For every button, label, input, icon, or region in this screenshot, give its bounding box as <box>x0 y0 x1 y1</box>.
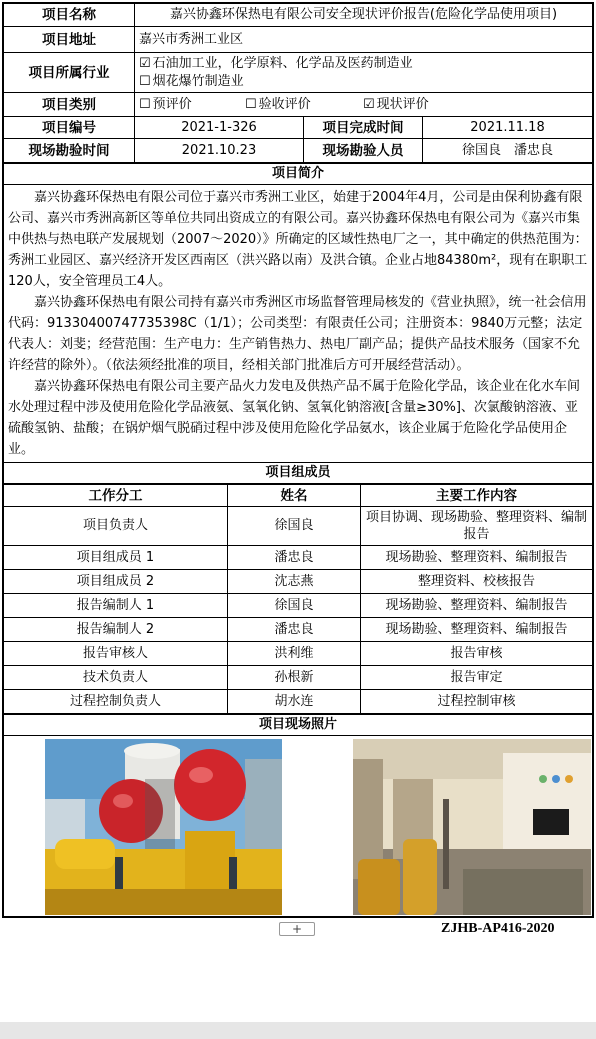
team-role-cell: 报告编制人 1 <box>4 594 228 618</box>
team-role-cell: 项目组成员 2 <box>4 570 228 594</box>
team-name-cell: 胡水连 <box>228 690 361 714</box>
team-name-cell: 徐国良 <box>228 507 361 546</box>
project-type-options <box>135 93 593 117</box>
survey-time-label: 现场勘验时间 <box>4 139 135 163</box>
project-address-label: 项目地址 <box>4 27 135 53</box>
checkbox-checked-icon: ☑ <box>363 96 375 112</box>
team-role-cell: 技术负责人 <box>4 666 228 690</box>
team-role-cell: 报告审核人 <box>4 642 228 666</box>
photos-table <box>3 714 593 917</box>
team-role-cell: 报告编制人 2 <box>4 618 228 642</box>
team-work-cell: 现场勘验、整理资料、编制报告 <box>361 594 593 618</box>
team-work-cell: 整理资料、校核报告 <box>361 570 593 594</box>
intro-paragraph: 嘉兴协鑫环保热电有限公司位于嘉兴市秀洲工业区，始建于2004年4月，公司是由保利协鑫有限公司、嘉兴市秀洲高新区等单位共同出资成立的有限公司。嘉兴协鑫环保热电有限公司为《嘉兴市集中供热与热电联产发展规划（2007～2020）》所确定的区域性热电厂之一，其中确定的供热范围为：秀洲工业园区、嘉兴经济开发区西南区（洪兴路以南）及洪合镇。企业占地84380m²，现有在职职工120人，安全管理员工4人。 <box>8 190 588 289</box>
photos-cell <box>4 736 593 917</box>
project-address-value: 嘉兴市秀洲工业区 <box>135 27 593 53</box>
team-name-cell: 洪利维 <box>228 642 361 666</box>
checkbox-unchecked-icon: ☐ <box>245 96 257 112</box>
type-option-pre[interactable]: ☐ 预评价 <box>139 95 245 115</box>
team-name-cell: 孙根新 <box>228 666 361 690</box>
intro-title: 项目简介 <box>4 164 593 185</box>
team-table <box>3 484 593 714</box>
team-name-cell: 潘忠良 <box>228 546 361 570</box>
team-work-cell: 项目协调、现场勘验、整理资料、编制报告 <box>361 507 593 546</box>
team-work-cell: 报告审定 <box>361 666 593 690</box>
team-work-cell: 报告审核 <box>361 642 593 666</box>
team-work-cell: 现场勘验、整理资料、编制报告 <box>361 546 593 570</box>
table-row <box>4 666 593 690</box>
team-title: 项目组成员 <box>4 463 593 484</box>
team-role-cell: 项目组成员 1 <box>4 546 228 570</box>
project-type-label: 项目类别 <box>4 93 135 117</box>
site-photo-workshop <box>353 739 591 915</box>
project-code-value: 2021-1-326 <box>135 117 304 139</box>
team-role-cell: 项目负责人 <box>4 507 228 546</box>
table-row <box>4 642 593 666</box>
finish-time-value: 2021.11.18 <box>423 117 593 139</box>
team-header-name: 姓名 <box>228 485 361 507</box>
type-option-current[interactable]: ☑ 现状评价 <box>363 97 429 112</box>
team-work-cell: 现场勘验、整理资料、编制报告 <box>361 618 593 642</box>
expand-button[interactable]: + <box>279 922 315 936</box>
photos-title: 项目现场照片 <box>4 715 593 736</box>
table-row <box>4 690 593 714</box>
document-code: ZJHB-AP416-2020 <box>441 921 555 936</box>
site-photo-tanks <box>45 739 282 915</box>
survey-people-value: 徐国良 潘忠良 <box>423 139 593 163</box>
survey-people-label: 现场勘验人员 <box>304 139 423 163</box>
survey-time-value: 2021.10.23 <box>135 139 304 163</box>
table-row <box>4 546 593 570</box>
project-name-value: 嘉兴协鑫环保热电有限公司安全现状评价报告(危险化学品使用项目) <box>135 4 593 27</box>
team-rows <box>4 507 593 714</box>
report-document <box>2 2 594 918</box>
bottom-bar <box>0 1022 596 1039</box>
project-industry-label: 项目所属行业 <box>4 53 135 93</box>
team-header-role: 工作分工 <box>4 485 228 507</box>
intro-table <box>3 163 593 484</box>
team-work-cell: 过程控制审核 <box>361 690 593 714</box>
intro-paragraph: 嘉兴协鑫环保热电有限公司持有嘉兴市秀洲区市场监督管理局核发的《营业执照》，统一社会信用代码：913304007477353​98C（1/1）；公司类型：有限责任公司；注册资本：9840万元整；法定代表人：刘斐；经营范围：生产电力：生产销售热力、热电厂副产品；提供产品技术服务（国家不允许经营的除外）。（依法须经批准的项目，经相关部门批准后方可开展经营活动）。 <box>8 295 587 373</box>
finish-time-label: 项目完成时间 <box>304 117 423 139</box>
table-row <box>4 618 593 642</box>
checkbox-unchecked-icon: ☐ <box>139 96 151 112</box>
team-header-work: 主要工作内容 <box>361 485 593 507</box>
team-name-cell: 沈志燕 <box>228 570 361 594</box>
project-info-table <box>3 3 593 163</box>
intro-body <box>4 185 593 463</box>
industry-option-petro[interactable]: ☑ 石油加工业，化学原料、化学品及医药制造业 <box>139 55 413 71</box>
table-row <box>4 570 593 594</box>
checkbox-checked-icon: ☑ <box>139 55 151 71</box>
project-code-label: 项目编号 <box>4 117 135 139</box>
table-row <box>4 507 593 546</box>
project-name-label: 项目名称 <box>4 4 135 27</box>
team-role-cell: 过程控制负责人 <box>4 690 228 714</box>
type-option-acceptance[interactable]: ☐ 验收评价 <box>245 95 363 115</box>
checkbox-unchecked-icon: ☐ <box>139 73 151 89</box>
intro-paragraph: 嘉兴协鑫环保热电有限公司主要产品火力发电及供热产品不属于危险化学品，该企业在化水车间水处理过程中涉及使用危险化学品液氨、氢氧化钠、氢氧化钠溶液[含量≥30%]、次氯酸钠溶液、亚硫酸氢钠、盐酸；在锅炉烟气脱硝过程中涉及使用危险化学品氨水，该企业属于危险化学品使用企业。 <box>8 379 581 457</box>
team-name-cell: 潘忠良 <box>228 618 361 642</box>
team-name-cell: 徐国良 <box>228 594 361 618</box>
table-row <box>4 594 593 618</box>
industry-option-fireworks[interactable]: ☐ 烟花爆竹制造业 <box>139 73 244 89</box>
project-industry-options <box>135 53 593 93</box>
